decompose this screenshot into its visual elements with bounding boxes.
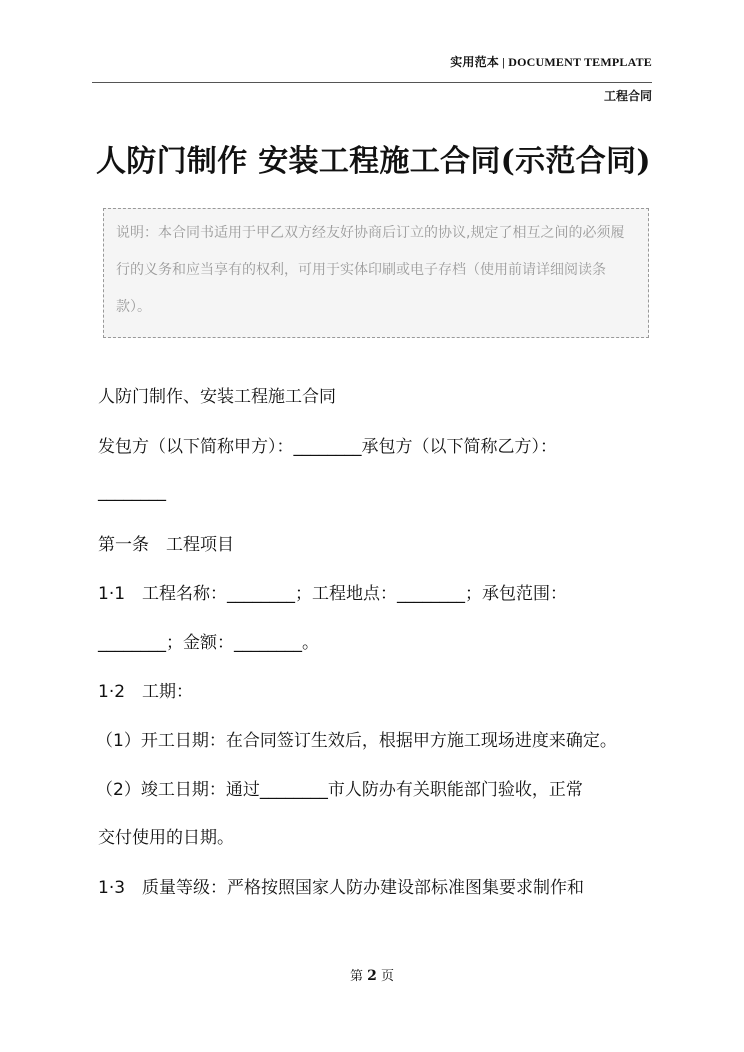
- party-line: 发包方（以下简称甲方）：________承包方（以下简称乙方）：: [98, 437, 557, 457]
- document-title: 人防门制作 安装工程施工合同(示范合同): [96, 144, 651, 179]
- clause-1-3: 1·3 质量等级：严格按照国家人防办建设部标准图集要求制作和: [98, 878, 585, 898]
- clause-1-1: 1·1 工程名称：________；工程地点：________；承包范围：: [98, 584, 568, 604]
- header-template-label: 实用范本 | DOCUMENT TEMPLATE: [450, 55, 652, 69]
- clause-1-2-start-date: （1）开工日期：在合同签订生效后，根据甲方施工现场进度来确定。: [96, 731, 617, 751]
- page-number: 2: [367, 968, 377, 984]
- clause-1-2-completion-date: （2）竣工日期：通过________市人防办有关职能部门验收，正常: [96, 780, 583, 800]
- article-one-heading: 第一条 工程项目: [98, 535, 234, 555]
- clause-1-2: 1·2 工期：: [98, 682, 194, 702]
- party-line-continued: ________: [98, 482, 166, 502]
- header-divider: [92, 82, 652, 83]
- footer-prefix: 第: [349, 969, 363, 984]
- header-category: 工程合同: [603, 89, 652, 103]
- page-footer: [0, 965, 744, 984]
- contract-heading: 人防门制作、安装工程施工合同: [98, 387, 336, 407]
- clause-1-1-continued: ________；金额：________。: [98, 633, 319, 653]
- instruction-note: 说明：本合同书适用于甲乙双方经友好协商后订立的协议,规定了相互之间的必须履行的义务和应当享有的权利，可用于实体印刷或电子存档（使用前请详细阅读条款）。: [103, 208, 649, 338]
- clause-1-2-completion-continued: 交付使用的日期。: [98, 828, 234, 848]
- footer-suffix: 页: [381, 969, 395, 984]
